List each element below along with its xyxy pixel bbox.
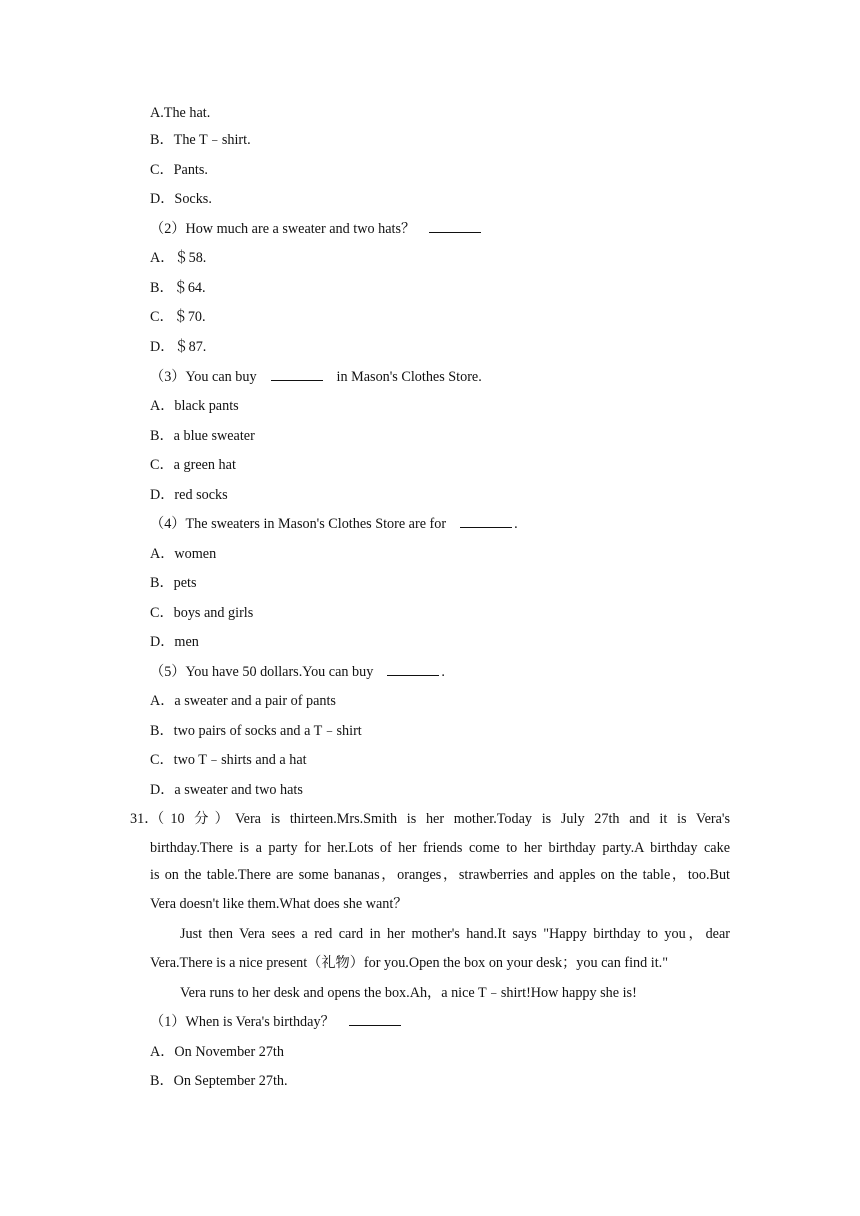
question-3-stem: （3）You can buy (150, 369, 257, 385)
option-b: B．a blue sweater (150, 428, 255, 444)
option-a: A.The hat. (150, 105, 211, 121)
question-4-stem: （4）The sweaters in Mason's Clothes Store are for (150, 516, 447, 532)
option-a: A．women (150, 546, 217, 562)
answer-blank (349, 1013, 401, 1026)
option-c: C．a green hat (150, 457, 236, 473)
passage-line: Vera doesn't like them.What does she want？ (150, 896, 408, 912)
question-number: 31． (130, 811, 159, 827)
option-a: A．black pants (150, 398, 239, 414)
answer-blank (429, 220, 481, 233)
passage-line: Vera.There is a nice present（礼物）for you.Open the box on your desk；you can find it." (150, 955, 668, 971)
option-a: A．On November 27th (150, 1044, 284, 1060)
passage-line: is on the table.There are some bananas，oranges，strawberries and apples on the table，too.But (150, 867, 730, 883)
option-b: B．On September 27th. (150, 1073, 288, 1089)
question-4 (150, 515, 518, 533)
option-b: B．The T﹣shirt. (150, 132, 251, 148)
question-4-tail: . (514, 516, 518, 532)
option-c: C．Pants. (150, 162, 208, 178)
question-2-stem: （2）How much are a sweater and two hats？ (150, 221, 416, 237)
answer-blank (460, 515, 512, 528)
option-c: C．＄70. (150, 309, 206, 325)
passage-line: Vera runs to her desk and opens the box.Ah，a nice T﹣shirt!How happy she is! (180, 985, 637, 1001)
answer-blank (271, 368, 323, 381)
option-b: B．two pairs of socks and a T﹣shirt (150, 723, 362, 739)
option-d: D．＄87. (150, 339, 207, 355)
question-5-tail: . (441, 664, 445, 680)
option-d: D．red socks (150, 487, 228, 503)
option-a: A．＄58. (150, 250, 207, 266)
option-d: D．Socks. (150, 191, 212, 207)
option-d: D．a sweater and two hats (150, 782, 303, 798)
option-b: B．＄64. (150, 280, 206, 296)
question-3 (150, 368, 482, 386)
option-c: C．boys and girls (150, 605, 254, 621)
question-31-1 (150, 1013, 403, 1031)
passage-line: Just then Vera sees a red card in her mother's hand.It says "Happy birthday to you，dear (180, 926, 730, 942)
passage-line: birthday.There is a party for her.Lots of her friends come to her birthday party.A birthday cake (150, 840, 730, 856)
option-a: A．a sweater and a pair of pants (150, 693, 336, 709)
option-c: C．two T﹣shirts and a hat (150, 752, 307, 768)
passage-line: （10 分）Vera is thirteen.Mrs.Smith is her mother.Today is July 27th and it is Vera's (150, 811, 730, 827)
question-31-1-stem: （1）When is Vera's birthday？ (150, 1014, 335, 1030)
question-2 (150, 220, 483, 238)
question-5 (150, 663, 445, 681)
answer-blank (387, 663, 439, 676)
option-d: D．men (150, 634, 199, 650)
question-3-tail: in Mason's Clothes Store. (336, 369, 482, 385)
question-5-stem: （5）You have 50 dollars.You can buy (150, 664, 374, 680)
option-b: B．pets (150, 575, 197, 591)
